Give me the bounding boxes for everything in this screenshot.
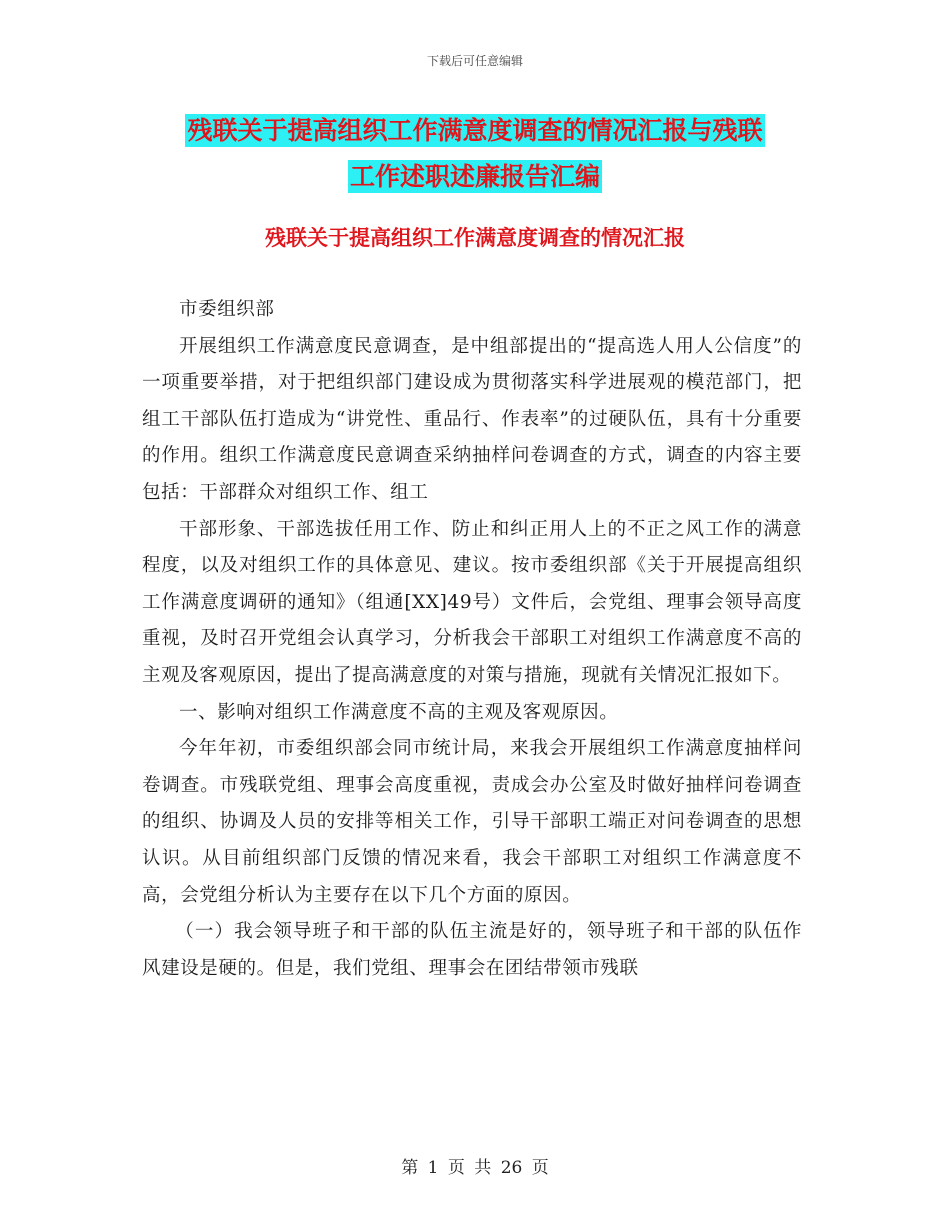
paragraph: （一）我会领导班子和干部的队伍主流是好的，领导班子和干部的队伍作风建设是硬的。但是，我们党组、理事会在团结带领市残联: [142, 921, 802, 979]
main-title-line2: 工作述职述廉报告汇编: [349, 162, 600, 191]
main-title-line1: 残联关于提高组织工作满意度调查的情况汇报与残联: [187, 116, 763, 145]
main-title: [140, 108, 810, 200]
paragraph: 干部形象、干部选拔任用工作、防止和纠正用人上的不正之风工作的满意程度，以及对组织工作的具体意见、建议。按市委组织部《关于开展提高组织工作满意度调研的通知》（组通[XX]49号）文件后，会党组、理事会领导高度重视，及时召开党组会认真学习，分析我会干部职工对组织工作满意度不高的主观及客观原因，提出了提高满意度的对策与措施，现就有关情况汇报如下。: [142, 518, 802, 686]
paragraph: 今年年初，市委组织部会同市统计局，来我会开展组织工作满意度抽样问卷调查。市残联党组、理事会高度重视，责成会办公室及时做好抽样问卷调查的组织、协调及人员的安排等相关工作，引导干部职工端正对问卷调查的思想认识。从目前组织部门反馈的情况来看，我会干部职工对组织工作满意度不高，会党组分析认为主要存在以下几个方面的原因。: [142, 738, 802, 906]
document-body: [142, 292, 802, 987]
section-title: 残联关于提高组织工作满意度调查的情况汇报: [265, 226, 685, 250]
paragraph: 开展组织工作满意度民意调查，是中组部提出的“提高选人用人公信度”的一项重要举措，对于把组织部门建设成为贯彻落实科学进展观的模范部门，把组工干部队伍打造成为“讲党性、重品行、作表率”的过硬队伍，具有十分重要的作用。组织工作满意度民意调查采纳抽样问卷调查的方式，调查的内容主要包括：干部群众对组织工作、组工: [142, 335, 802, 503]
header-note: 下载后可任意编辑: [426, 54, 523, 68]
section-heading: 一、影响对组织工作满意度不高的主观及客观原因。: [179, 701, 619, 723]
page-number: 第 1 页 共 26 页: [401, 1158, 549, 1178]
addressee: 市委组织部: [179, 299, 275, 320]
